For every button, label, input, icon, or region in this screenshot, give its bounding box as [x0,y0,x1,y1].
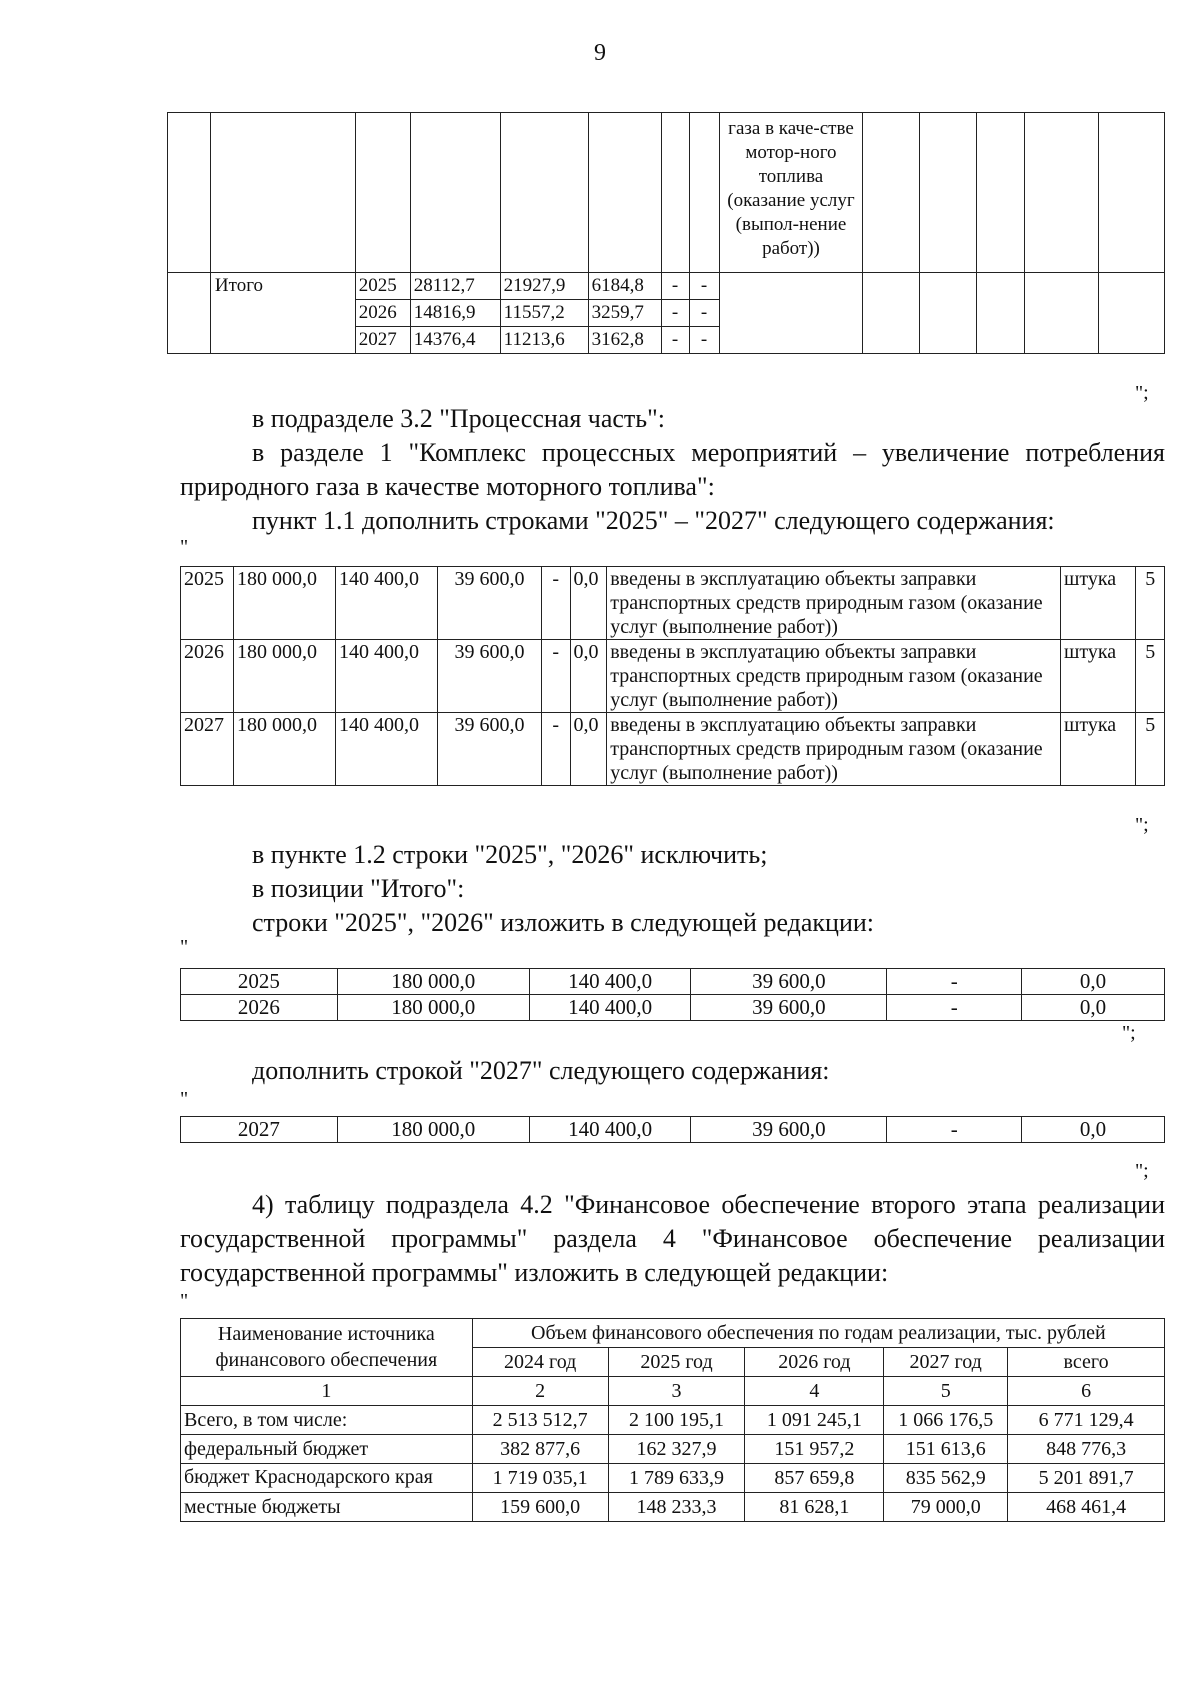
table-row: 2026 14816,9 11557,2 3259,7 - - [168,300,1165,327]
table-row: 2026 180 000,0 140 400,0 39 600,0 - 0,0 введены в эксплуатацию объекты заправки транспортных средств природным газом (оказание услуг (выполнение работ)) штука 5 [181,640,1165,713]
table-row: 2026 180 000,0 140 400,0 39 600,0 - 0,0 [181,995,1165,1021]
continued-text: газа в каче-стве мотор-ного топлива (оказание услуг (выпол-нение работ)) [719,113,863,273]
table-itogo-rows [180,968,1165,1021]
paragraph: в пункте 1.2 строки "2025", "2026" исключить; [252,840,768,869]
paragraph: дополнить строкой "2027" следующего содержания: [252,1056,830,1085]
table-punkt-1-1 [180,566,1165,786]
table-financing: Наименование источника финансового обеспечения Объем финансового обеспечения по годам реализации, тыс. рублей 2024 год 2025 год 2026 год 2027 год всего 1 2 3 4 5 6 Всего, в том числе: 2 513 512,7 2 100 195,1 1 091 245,1 1 066 176,5 6 771 129,4 федеральный бюджет 382 877,6 162 327,9 151 957,2 151 613,6 848 776,3 бюджет Краснодарского края 1 719 035,1 1 789 633,9 857 659,8 835 562,9 5 201 891,7 местные бюджеты 159 600,0 148 233,3 81 628,1 79 000,0 468 461,4 [180,1318,1165,1522]
quote-open: " [180,936,189,958]
table-row: Всего, в том числе: 2 513 512,7 2 100 195,1 1 091 245,1 1 066 176,5 6 771 129,4 [181,1406,1165,1435]
quote-open: " [180,1290,189,1312]
paragraph: 4) таблицу подраздела 4.2 "Финансовое обеспечение второго этапа реализации государственной программы" раздела 4 "Финансовое обеспечение реализации государственной программы" изложить в следующей редакции: [180,1190,1165,1287]
table-row: 2027 180 000,0 140 400,0 39 600,0 - 0,0 [181,1117,1165,1143]
quote-close: "; [1135,814,1149,836]
quote-open: " [180,1088,189,1110]
page-number: 9 [594,40,606,66]
table-row: 2027 14376,4 11213,6 3162,8 - - [168,327,1165,354]
table-row: 2027 180 000,0 140 400,0 39 600,0 - 0,0 введены в эксплуатацию объекты заправки транспортных средств природным газом (оказание услуг (выполнение работ)) штука 5 [181,713,1165,786]
paragraph: пункт 1.1 дополнить строками "2025" – "2027" следующего содержания: [252,506,1055,535]
paragraph: строки "2025", "2026" изложить в следующей редакции: [252,908,875,937]
header-year: 2027 год [884,1348,1008,1377]
table-row: местные бюджеты 159 600,0 148 233,3 81 628,1 79 000,0 468 461,4 [181,1493,1165,1522]
paragraph: в разделе 1 "Комплекс процессных мероприятий – увеличение потребления природного газа в качестве моторного топлива": [180,438,1165,501]
table-row-2027 [180,1116,1165,1143]
header-year: 2024 год [472,1348,608,1377]
table-row: бюджет Краснодарского края 1 719 035,1 1 789 633,9 857 659,8 835 562,9 5 201 891,7 [181,1464,1165,1493]
paragraph: в позиции "Итого": [252,874,465,903]
header-total: всего [1008,1348,1165,1377]
quote-open: " [180,536,189,558]
header-source: Наименование источника финансового обеспечения [181,1319,473,1377]
table-row: Итого 2025 28112,7 21927,9 6184,8 - - [168,273,1165,300]
header-year: 2025 год [608,1348,745,1377]
header-year: 2026 год [745,1348,884,1377]
itogo-label: Итого [210,273,355,354]
quote-close: "; [1135,1160,1149,1182]
table-row: федеральный бюджет 382 877,6 162 327,9 151 957,2 151 613,6 848 776,3 [181,1435,1165,1464]
quote-close: "; [1135,382,1149,404]
table-row: 2025 180 000,0 140 400,0 39 600,0 - 0,0 [181,969,1165,995]
table-row: 2025 180 000,0 140 400,0 39 600,0 - 0,0 введены в эксплуатацию объекты заправки транспортных средств природным газом (оказание услуг (выполнение работ)) штука 5 [181,567,1165,640]
table-continuation [167,112,1165,354]
header-volume: Объем финансового обеспечения по годам реализации, тыс. рублей [472,1319,1164,1348]
quote-close: "; [1122,1022,1136,1044]
paragraph: в подразделе 3.2 "Процессная часть": [252,404,665,433]
